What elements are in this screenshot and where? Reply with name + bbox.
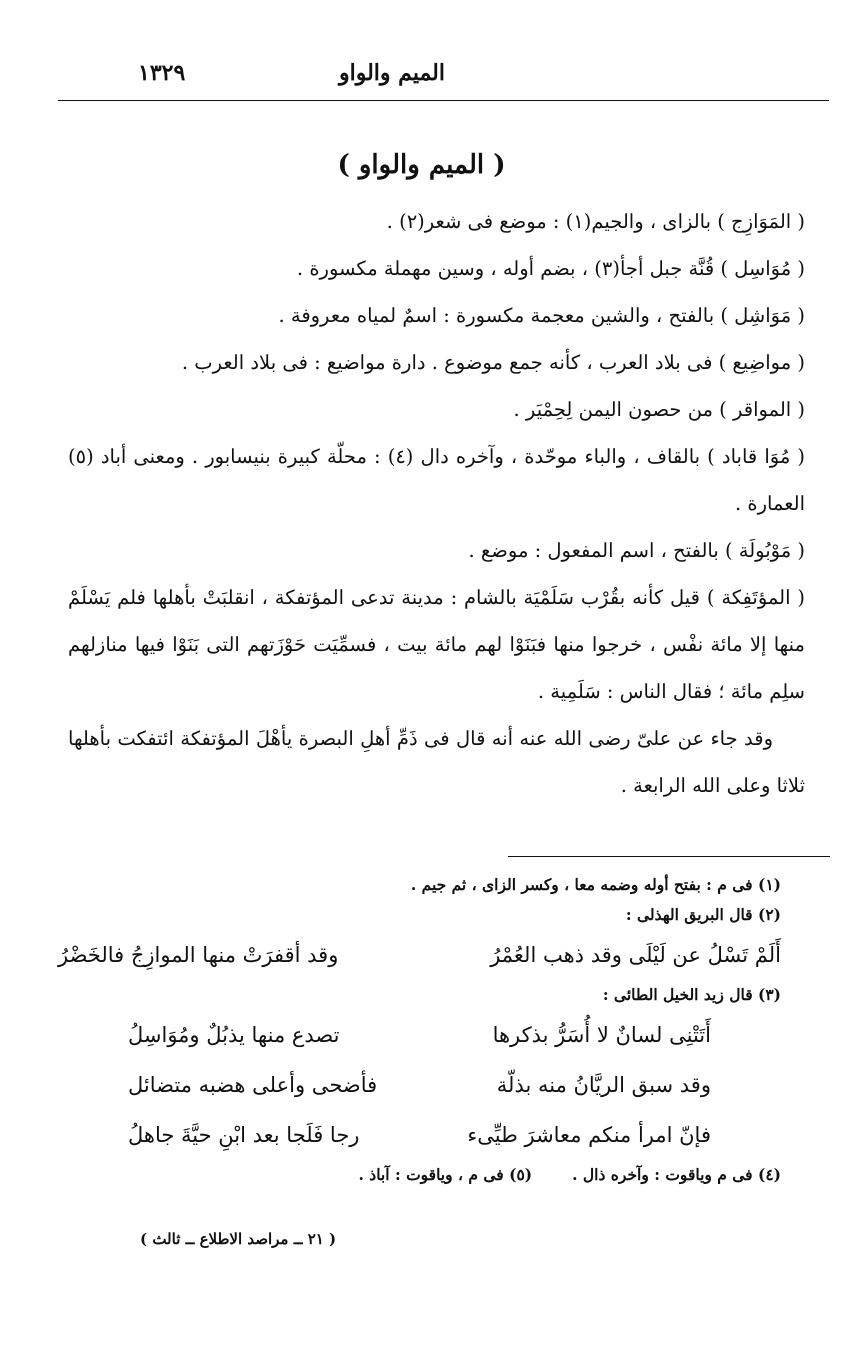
verse-second-hemistich: وقد أقفرَتْ منها الموازِجُ فالخَضْرُ: [58, 943, 339, 967]
header-rule: [58, 100, 829, 101]
footnote-1: (١) فى م : بفتح أوله وضمه معا ، وكسر الزاى ، ثم جيم .: [410, 875, 781, 894]
entry-muwaqabad: ( مُوَا قاباد ) بالقاف ، والباء موحّدة ، وآخره دال (٤) : محلّة كبيرة بنيسابور . ومعنى أباد (٥) العمارة .: [68, 445, 805, 515]
section-title: ( الميم والواو ): [337, 150, 506, 180]
footnote-3-verse: [58, 1110, 781, 1160]
main-text: [68, 198, 805, 809]
footnote-2-verse: [58, 930, 781, 980]
entry-mawbula: ( مَوْبُولَة ) بالفتح ، اسم المفعول : موضع .: [468, 539, 805, 562]
entry-mawazij: ( المَوَازِج ) بالزاى ، والجيم(١) : موضع فى شعر(٢) .: [386, 210, 805, 233]
verse-second-hemistich: تصدع منها يذبُلٌ ومُوَاسِلُ: [128, 1023, 340, 1047]
footnote-rule: [508, 856, 830, 857]
footnote-4: (٤) فى م وياقوت : وآخره ذال .: [572, 1165, 781, 1184]
verse-first-hemistich: أَتَتْنِى لسانٌ لا أُسَرُّ بذكرها: [492, 1023, 711, 1047]
entry-muwasil: ( مُوَاسِل ) قُنَّة جبل أجأ(٣) ، بضم أوله ، وسين مهملة مكسورة .: [296, 257, 805, 280]
footnotes-4-5: [58, 1160, 781, 1190]
verse-second-hemistich: فأضحى وأعلى هضبه متضائل: [128, 1073, 378, 1097]
closing-paragraph: وقد جاء عن علىّ رضى الله عنه أنه قال فى ذَمِّ أهلِ البصرة يأهْلَ المؤتفكة ائتفكت بأهلها ثلاثا وعلى الله الرابعة .: [68, 727, 805, 797]
entry-mawashil: ( مَوَاشِل ) بالفتح ، والشين معجمة مكسورة : اسمٌ لمياه معروفة .: [278, 304, 805, 327]
entry-mawadi: ( مواضِيع ) فى بلاد العرب ، كأنه جمع موضوع . دارة مواضيع : فى بلاد العرب .: [181, 351, 805, 374]
running-title: الميم والواو: [338, 60, 445, 86]
page-number: ١٣٢٩: [138, 60, 186, 86]
footnote-2-intro: (٢) قال البريق الهذلى :: [625, 905, 781, 924]
running-header: [58, 60, 785, 96]
verse-second-hemistich: رجا فَلَجا بعد ابْنِ حيَّةَ جاهلُ: [128, 1123, 360, 1147]
entry-mawaqir: ( المواقر ) من حصون اليمن لِحِمْيَر .: [513, 398, 805, 421]
footnote-3-verse: [58, 1010, 781, 1060]
footnote-3-intro: (٣) قال زيد الخيل الطائى :: [602, 985, 781, 1004]
footnote-3-verse: [58, 1060, 781, 1110]
footnote-5: (٥) فى م ، وياقوت : آباذ .: [358, 1165, 533, 1184]
entry-mutafika: ( المؤتَفِكة ) قيل كأنه بقُرْب سَلَمْيَة بالشام : مدينة تدعى المؤتفكة ، انقلبَتْ بأهلها فلم يَسْلَمْ منها إلا مائة نفْس ، خرجوا منها فبَنَوْا لهم مائة بيت ، فسمِّيَت حَوْزَتهم التى بَنَوْا فيها منازلهم سلِم مائة ؛ فقال الناس : سَلَمِية .: [68, 586, 805, 703]
verse-first-hemistich: أَلَمْ تَسْلُ عن لَيْلَى وقد ذهب العُمْرُ: [490, 943, 781, 967]
signature-mark: ( ٢١ ــ مراصد الاطلاع ــ ثالث ): [140, 1230, 337, 1248]
verse-first-hemistich: وقد سبق الريَّانُ منه بذلّة: [496, 1073, 711, 1097]
verse-first-hemistich: فإنّ امرأ منكم معاشرَ طيِّىء: [467, 1123, 711, 1147]
footnotes: [58, 870, 781, 1190]
